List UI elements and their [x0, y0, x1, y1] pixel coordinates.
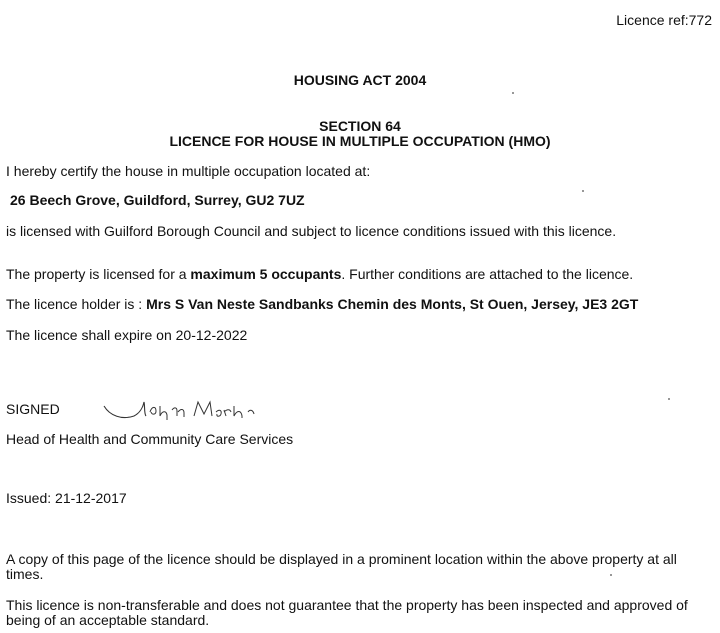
occupancy-prefix: The property is licensed for a [6, 266, 191, 282]
scan-speck [582, 190, 584, 192]
display-notice: A copy of this page of the licence should be displayed in a prominent location within the above property at all times. [6, 551, 677, 582]
scan-speck [610, 574, 612, 576]
signed-label: SIGNED [6, 401, 60, 417]
max-occupants: maximum 5 occupants [190, 266, 342, 282]
scan-speck [512, 92, 514, 94]
act-title: HOUSING ACT 2004 [293, 72, 427, 88]
property-address: 26 Beech Grove, Guildford, Surrey, GU2 7UZ [10, 192, 305, 208]
holder-prefix: The licence holder is : [6, 296, 147, 312]
licensed-with-statement: is licensed with Guilford Borough Council and subject to licence conditions issued with this licence. [6, 223, 617, 239]
transfer-notice: This licence is non-transferable and does not guarantee that the property has been inspected and approved of being of an acceptable standard. [6, 597, 688, 628]
licence-holder-statement [6, 296, 638, 312]
signatory-title: Head of Health and Community Care Services [6, 431, 294, 447]
licence-title: LICENCE FOR HOUSE IN MULTIPLE OCCUPATION (HMO) [169, 133, 551, 149]
licence-reference: Licence ref:772 [616, 12, 712, 28]
scan-speck [668, 398, 670, 400]
issued-date: Issued: 21-12-2017 [6, 490, 127, 506]
section-number: SECTION 64 [319, 118, 401, 134]
licence-holder-name: Mrs S Van Neste Sandbanks Chemin des Monts, St Ouen, Jersey, JE3 2GT [146, 296, 639, 312]
signature-image [100, 394, 260, 426]
occupancy-statement [6, 266, 633, 282]
certify-statement: I hereby certify the house in multiple occupation located at: [6, 163, 371, 179]
expiry-statement: The licence shall expire on 20-12-2022 [6, 327, 248, 343]
occupancy-suffix: . Further conditions are attached to the licence. [341, 266, 634, 282]
